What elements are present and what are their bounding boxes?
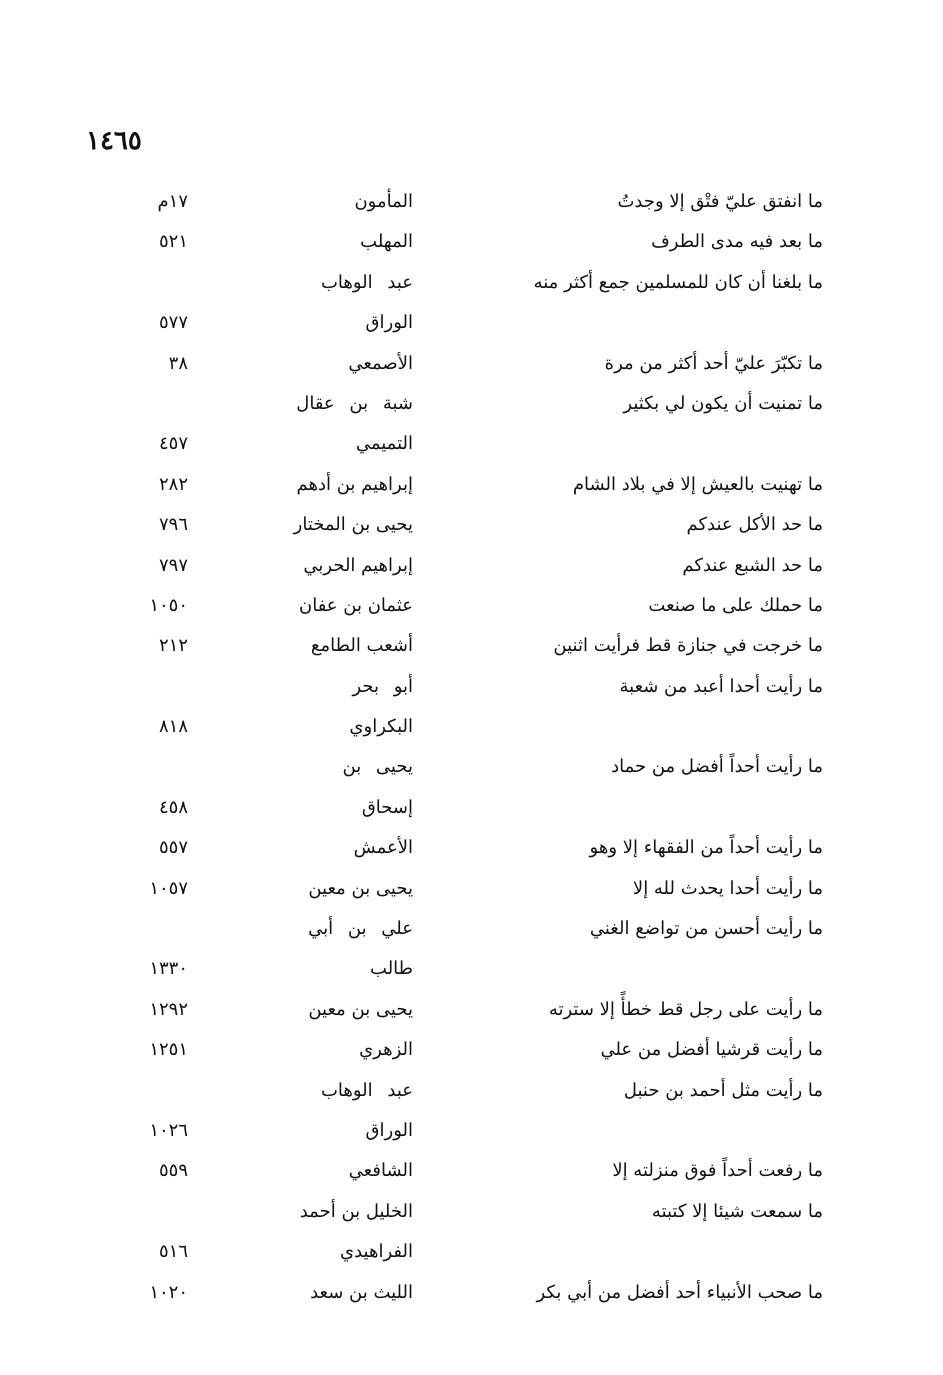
- index-row: [0, 829, 943, 869]
- index-row: [0, 183, 943, 223]
- index-reference-number: ٤٥٧: [158, 433, 188, 455]
- index-row: [0, 587, 943, 627]
- index-row: [0, 466, 943, 506]
- index-narrator: يحيى بن معين: [308, 877, 413, 899]
- index-row: [0, 991, 943, 1031]
- index-narrator: الخليل بن أحمد: [299, 1200, 413, 1222]
- index-reference-number: ١٠٢٦: [149, 1119, 188, 1141]
- page-number: ١٤٦٥: [86, 126, 142, 156]
- index-narrator: الزهري: [359, 1039, 413, 1061]
- index-narrator: طالب: [370, 958, 413, 980]
- index-narrator: إسحاق: [361, 796, 413, 818]
- index-phrase: ما رفعت أحداً فوق منزلته إلا: [612, 1160, 823, 1182]
- index-row: [0, 668, 943, 708]
- index-narrator: الفراهيدي: [340, 1241, 413, 1263]
- index-phrase: ما خرجت في جنازة قط فرأيت اثنين: [553, 635, 823, 657]
- index-row: [0, 1152, 943, 1192]
- index-row: [0, 1031, 943, 1071]
- index-narrator: عبد الوهاب: [320, 1079, 413, 1101]
- index-reference-number: ٧٩٦: [158, 514, 188, 536]
- index-phrase: ما تمنيت أن يكون لي بكثير: [623, 392, 823, 414]
- index-narrator: أشعب الطامع: [310, 635, 413, 657]
- index-phrase: ما حد الأكل عندكم: [686, 514, 823, 536]
- index-phrase: ما رأيت أحداً من الفقهاء إلا وهو: [589, 837, 823, 859]
- index-narrator: عثمان بن عفان: [299, 594, 413, 616]
- index-phrase: ما تهنيت بالعيش إلا في بلاد الشام: [572, 473, 823, 495]
- index-row: [0, 385, 943, 425]
- index-narrator: الأعمش: [353, 837, 413, 859]
- index-reference-number: ٤٥٨: [158, 796, 188, 818]
- index-list: [0, 183, 943, 1314]
- index-reference-number: ٥١٦: [158, 1241, 188, 1263]
- index-narrator: يحيى بن المختار: [293, 514, 413, 536]
- index-phrase: ما رأيت أحدا يحدث لله إلا: [632, 877, 823, 899]
- index-phrase: ما حد الشبع عندكم: [682, 554, 823, 576]
- index-phrase: ما بلغنا أن كان للمسلمين جمع أكثر منه: [533, 271, 823, 293]
- index-narrator: الشافعي: [348, 1160, 413, 1182]
- index-phrase: ما انفتق عليّ فتْق إلا وجدتُ: [617, 191, 823, 212]
- index-narrator: عبد الوهاب: [320, 271, 413, 293]
- index-row: [0, 506, 943, 546]
- index-row: [0, 223, 943, 263]
- index-reference-number: ١٢٩٢: [149, 998, 188, 1020]
- index-narrator: البكراوي: [349, 716, 413, 738]
- index-row: [0, 304, 943, 344]
- index-phrase: ما رأيت أحسن من تواضع الغني: [589, 918, 823, 940]
- index-narrator: يحيى بن: [342, 756, 413, 778]
- index-row: [0, 264, 943, 304]
- index-phrase: ما رأيت أحدا أعبد من شعبة: [619, 675, 823, 697]
- index-row: [0, 1112, 943, 1152]
- index-narrator: إبراهيم بن أدهم: [296, 473, 413, 495]
- index-reference-number: ١٠٥٠: [149, 594, 188, 616]
- index-reference-number: ٥٧٧: [158, 312, 188, 334]
- index-narrator: المأمون: [354, 191, 413, 212]
- index-row: [0, 910, 943, 950]
- index-reference-number: ٥٢١: [158, 231, 188, 253]
- index-narrator: يحيى بن معين: [308, 998, 413, 1020]
- index-reference-number: ٣٨: [168, 352, 188, 374]
- index-row: [0, 425, 943, 465]
- index-row: [0, 1072, 943, 1112]
- index-narrator: الوراق: [365, 312, 413, 334]
- index-row: [0, 708, 943, 748]
- index-reference-number: ١٢٥١: [149, 1039, 188, 1061]
- index-reference-number: ١٠٢٠: [149, 1281, 188, 1303]
- index-narrator: شبة بن عقال: [296, 392, 413, 414]
- index-phrase: ما تكبّرَ عليّ أحد أكثر من مرة: [604, 352, 823, 374]
- index-phrase: ما رأيت أحداً أفضل من حماد: [611, 756, 823, 778]
- index-phrase: ما رأيت مثل أحمد بن حنبل: [623, 1079, 823, 1101]
- index-row: [0, 789, 943, 829]
- index-reference-number: ٢٨٢: [158, 473, 188, 495]
- index-phrase: ما صحب الأنبياء أحد أفضل من أبي بكر: [536, 1281, 823, 1303]
- index-row: [0, 870, 943, 910]
- index-narrator: التميمي: [355, 433, 413, 455]
- index-narrator: الليث بن سعد: [310, 1281, 413, 1303]
- index-phrase: ما سمعت شيئا إلا كتبته: [651, 1200, 823, 1222]
- index-row: [0, 627, 943, 667]
- index-phrase: ما حملك على ما صنعت: [648, 594, 823, 616]
- index-reference-number: ٨١٨: [158, 716, 188, 738]
- index-phrase: ما بعد فيه مدى الطرف: [651, 231, 823, 253]
- index-narrator: إبراهيم الحربي: [303, 554, 413, 576]
- index-reference-number: ١٣٣٠: [149, 958, 188, 980]
- index-reference-number: ١٧م: [157, 191, 188, 212]
- index-narrator: المهلب: [360, 231, 413, 253]
- index-reference-number: ٢١٢: [158, 635, 188, 657]
- index-phrase: ما رأيت على رجل قط خطأً إلا سترته: [548, 998, 823, 1020]
- index-row: [0, 1274, 943, 1314]
- index-reference-number: ٥٥٩: [158, 1160, 188, 1182]
- index-row: [0, 950, 943, 990]
- index-reference-number: ١٠٥٧: [149, 877, 188, 899]
- index-row: [0, 1193, 943, 1233]
- index-row: [0, 345, 943, 385]
- index-narrator: الأصمعي: [348, 352, 413, 374]
- index-row: [0, 1233, 943, 1273]
- index-narrator: أبو بحر: [352, 675, 413, 697]
- index-phrase: ما رأيت قرشيا أفضل من علي: [600, 1039, 823, 1061]
- index-narrator: علي بن أبي: [308, 918, 413, 940]
- index-row: [0, 547, 943, 587]
- index-row: [0, 748, 943, 788]
- index-reference-number: ٧٩٧: [158, 554, 188, 576]
- index-narrator: الوراق: [365, 1119, 413, 1141]
- index-reference-number: ٥٥٧: [158, 837, 188, 859]
